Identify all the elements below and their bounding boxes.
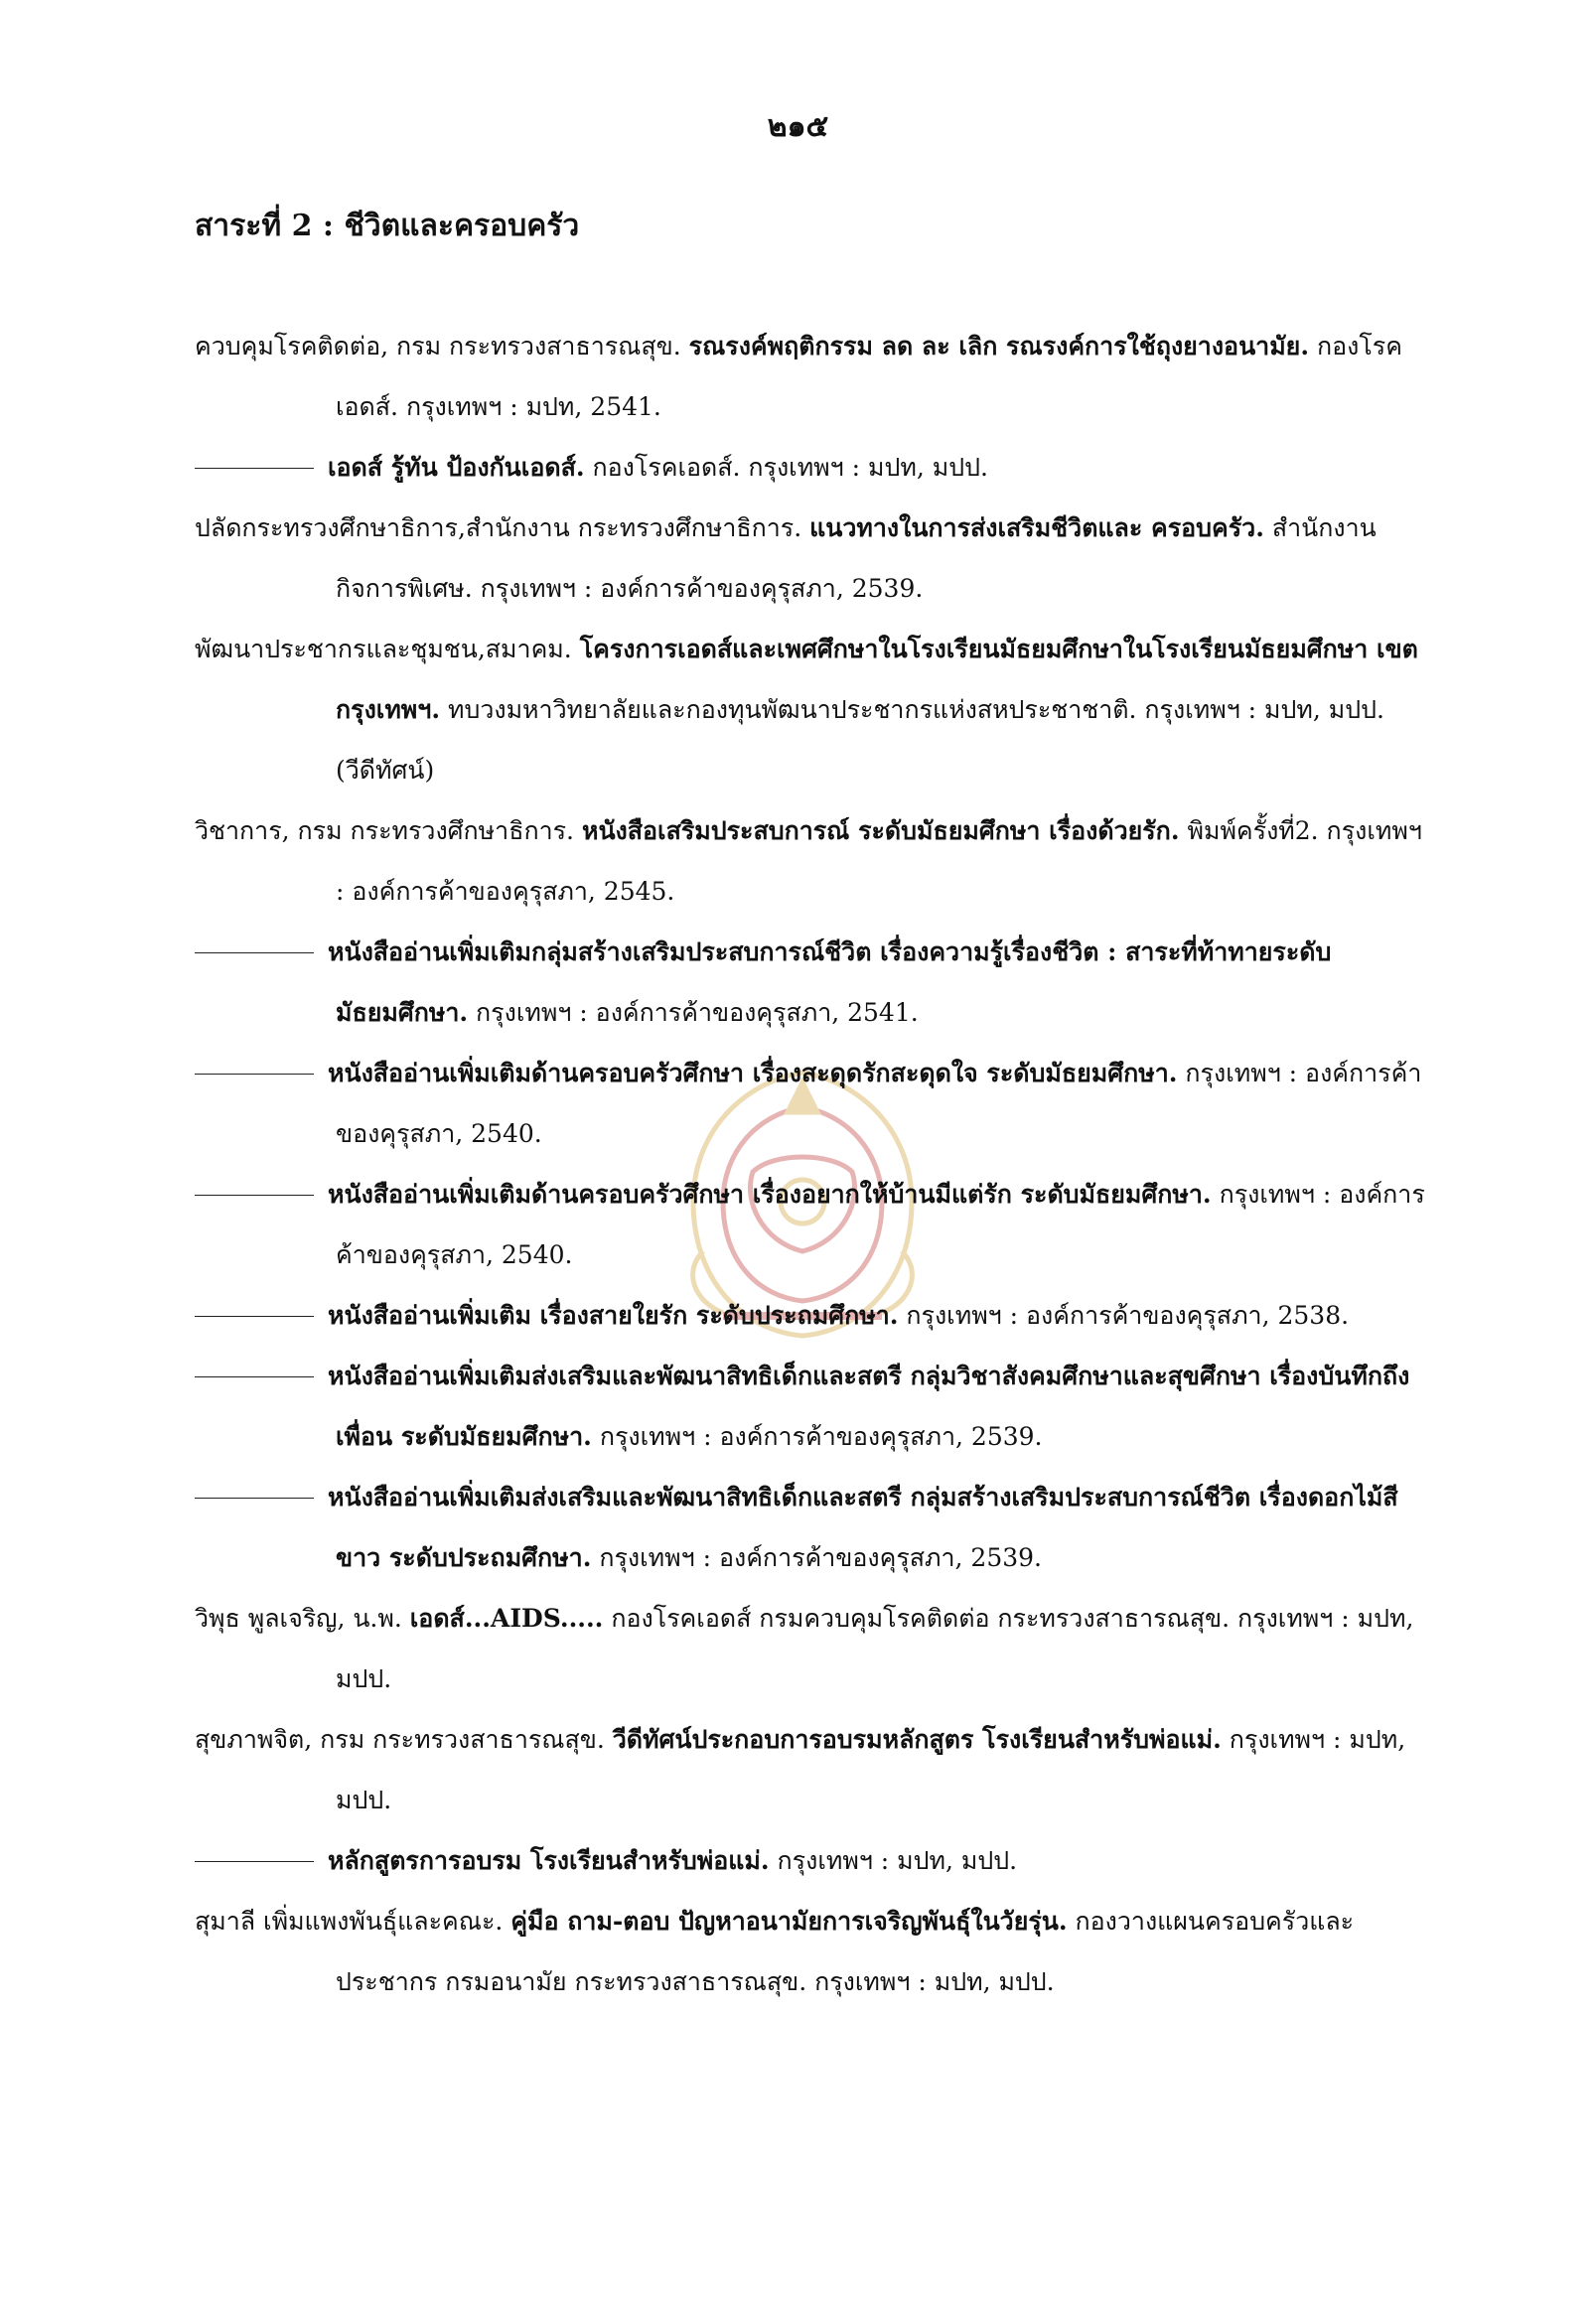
reference-title: หนังสืออ่านเพิ่มเติม เรื่องสายใยรัก ระดับประถมศึกษา. (328, 1301, 899, 1330)
reference-author: วิชาการ, กรม กระทรวงศึกษาธิการ. (195, 816, 575, 845)
reference-title: โครงการเอดส์และเพศศึกษาในโรงเรียนมัธยมศึกษาในโรงเรียนมัธยมศึกษา เขตกรุงเทพฯ. (336, 635, 1418, 724)
reference-author: ปลัดกระทรวงศึกษาธิการ,สำนักงาน กระทรวงศึกษาธิการ. (195, 513, 802, 542)
page-number: ๒๑๕ (767, 109, 829, 144)
reference-entry (195, 1043, 1426, 1164)
reference-publication: กรุงเทพฯ : มปท, มปป. (777, 1846, 1018, 1875)
reference-entry (195, 316, 1426, 437)
reference-author: สุขภาพจิต, กรม กระทรวงสาธารณสุข. (195, 1725, 605, 1754)
reference-publication: กรุงเทพฯ : มปท, มปป. (336, 1725, 1406, 1814)
reference-title: แนวทางในการส่งเสริมชีวิตและ ครอบครัว. (809, 513, 1264, 542)
reference-entry (195, 437, 1426, 498)
ditto-dash (195, 1315, 314, 1317)
reference-title: วีดีทัศน์ประกอบการอบรมหลักสูตร โรงเรียนสำหรับพ่อแม่. (612, 1725, 1222, 1754)
reference-title: หนังสือเสริมประสบการณ์ ระดับมัธยมศึกษา เรื่องด้วยรัก. (581, 816, 1180, 845)
reference-title: หนังสืออ่านเพิ่มเติมส่งเสริมและพัฒนาสิทธิเด็กและสตรี กลุ่มสร้างเสริมประสบการณ์ชีวิต เรื่องดอกไม้สีขาว ระดับประถมศึกษา. (328, 1483, 1398, 1572)
reference-publication: พิมพ์ครั้งที่2. กรุงเทพฯ : องค์การค้าของคุรุสภา, 2545. (336, 816, 1422, 906)
reference-publication: กองวางแผนครอบครัวและประชากร กรมอนามัย กระทรวงสาธารณสุข. กรุงเทพฯ : มปท, มปป. (336, 1907, 1355, 1996)
reference-publication: กองโรคเอดส์. กรุงเทพฯ : มปท, 2541. (336, 332, 1402, 421)
reference-publication: กรุงเทพฯ : องค์การค้าของคุรุสภา, 2539. (599, 1422, 1043, 1451)
reference-entry (195, 1164, 1426, 1285)
reference-title: หนังสืออ่านเพิ่มเติมด้านครอบครัวศึกษา เรื่องสะดุดรักสะดุดใจ ระดับมัธยมศึกษา. (328, 1059, 1178, 1087)
ditto-dash (195, 1073, 314, 1075)
reference-author: วิพุธ พูลเจริญ, น.พ. (195, 1604, 402, 1633)
ditto-dash (195, 467, 314, 469)
reference-title: หนังสืออ่านเพิ่มเติมด้านครอบครัวศึกษา เรื่องอยากให้บ้านมีแต่รัก ระดับมัธยมศึกษา. (328, 1180, 1212, 1209)
reference-author: ควบคุมโรคติดต่อ, กรม กระทรวงสาธารณสุข. (195, 332, 681, 360)
reference-entry (195, 1588, 1426, 1709)
reference-title: หลักสูตรการอบรม โรงเรียนสำหรับพ่อแม่. (328, 1846, 770, 1875)
ditto-dash (195, 1860, 314, 1862)
reference-title: รณรงค์พฤติกรรม ลด ละ เลิก รณรงค์การใช้ถุงยางอนามัย. (688, 332, 1310, 360)
reference-publication: กองโรคเอดส์ กรมควบคุมโรคติดต่อ กระทรวงสาธารณสุข. กรุงเทพฯ : มปท, มปป. (336, 1604, 1414, 1693)
reference-publication: กรุงเทพฯ : องค์การค้าของคุรุสภา, 2538. (906, 1301, 1350, 1330)
reference-publication: กรุงเทพฯ : องค์การค้าของคุรุสภา, 2540. (336, 1059, 1422, 1148)
reference-entry (195, 498, 1426, 619)
reference-entry (195, 800, 1426, 922)
reference-publication: ทบวงมหาวิทยาลัยและกองทุนพัฒนาประชากรแห่งสหประชาชาติ. กรุงเทพฯ : มปท, มปป. (วีดีทัศน์) (336, 695, 1384, 785)
reference-entry (195, 1830, 1426, 1891)
ditto-dash (195, 1194, 314, 1196)
reference-list (195, 316, 1426, 2012)
reference-publication: กรุงเทพฯ : องค์การค้าของคุรุสภา, 2540. (336, 1180, 1425, 1269)
reference-entry (195, 1891, 1426, 2012)
reference-publication: กองโรคเอดส์. กรุงเทพฯ : มปท, มปป. (592, 453, 988, 482)
reference-author: พัฒนาประชากรและชุมชน,สมาคม. (195, 635, 572, 663)
reference-entry (195, 922, 1426, 1043)
reference-publication: สำนักงานกิจการพิเศษ. กรุงเทพฯ : องค์การค้าของคุรุสภา, 2539. (336, 513, 1377, 603)
reference-entry (195, 1285, 1426, 1346)
reference-entry (195, 1709, 1426, 1830)
reference-title: หนังสืออ่านเพิ่มเติมส่งเสริมและพัฒนาสิทธิเด็กและสตรี กลุ่มวิชาสังคมศึกษาและสุขศึกษา เรื่องบันทึกถึงเพื่อน ระดับมัธยมศึกษา. (328, 1362, 1410, 1451)
reference-entry (195, 1346, 1426, 1467)
reference-entry (195, 1467, 1426, 1588)
ditto-dash (195, 1497, 314, 1499)
ditto-dash (195, 1375, 314, 1377)
reference-entry (195, 619, 1426, 800)
reference-title: เอดส์ รู้ทัน ป้องกันเอดส์. (328, 453, 585, 482)
section-title: สาระที่ 2 : ชีวิตและครอบครัว (195, 209, 580, 243)
reference-author: สุมาลี เพิ่มแพงพันธุ์และคณะ. (195, 1907, 504, 1936)
reference-title: คู่มือ ถาม-ตอบ ปัญหาอนามัยการเจริญพันธุ์ในวัยรุ่น. (510, 1907, 1068, 1936)
reference-publication: กรุงเทพฯ : องค์การค้าของคุรุสภา, 2541. (476, 998, 919, 1027)
reference-title: เอดส์...AIDS..... (409, 1604, 604, 1633)
reference-title: หนังสืออ่านเพิ่มเติมกลุ่มสร้างเสริมประสบการณ์ชีวิต เรื่องความรู้เรื่องชีวิต : สาระที่ท้าทายระดับมัธยมศึกษา. (328, 937, 1332, 1027)
ditto-dash (195, 951, 314, 953)
reference-publication: กรุงเทพฯ : องค์การค้าของคุรุสภา, 2539. (599, 1543, 1043, 1572)
